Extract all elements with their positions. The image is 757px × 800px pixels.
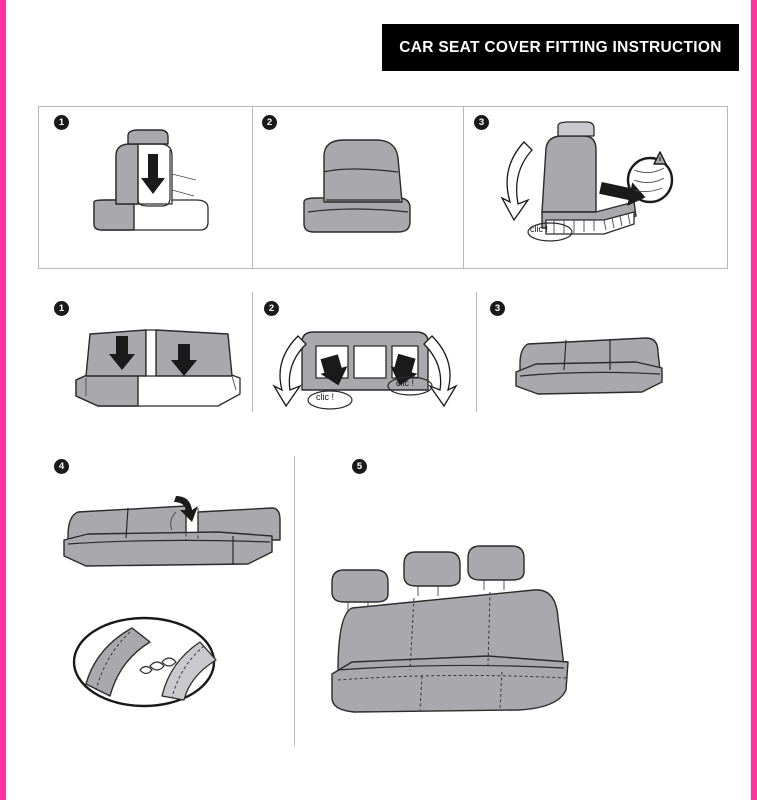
step-badge-rear-4: 4 bbox=[54, 459, 69, 474]
figure-rear-step-4-detail bbox=[66, 612, 226, 712]
figure-rear-step-5 bbox=[318, 540, 598, 730]
page-title: CAR SEAT COVER FITTING INSTRUCTION bbox=[399, 38, 722, 56]
step-badge-front-3: 3 bbox=[474, 115, 489, 130]
panel-divider-1 bbox=[252, 107, 253, 268]
panel-divider-2 bbox=[463, 107, 464, 268]
figure-rear-step-1 bbox=[68, 318, 248, 418]
clic-label-front-3: clic ! bbox=[530, 224, 548, 234]
rear-divider-2 bbox=[476, 292, 477, 412]
rear-divider-3 bbox=[294, 456, 295, 746]
step-badge-rear-3: 3 bbox=[490, 301, 505, 316]
step-badge-front-1: 1 bbox=[54, 115, 69, 130]
step-badge-front-2: 2 bbox=[262, 115, 277, 130]
figure-rear-step-3 bbox=[506, 312, 676, 402]
figure-front-step-1 bbox=[76, 130, 226, 245]
step-badge-rear-2: 2 bbox=[264, 301, 279, 316]
page-title-bar bbox=[382, 24, 739, 71]
step-badge-rear-5: 5 bbox=[352, 459, 367, 474]
clic-label-rear-2-right: clic ! bbox=[396, 378, 414, 388]
figure-rear-step-2 bbox=[268, 316, 468, 416]
figure-rear-step-4 bbox=[58, 478, 278, 588]
figure-front-step-2 bbox=[286, 132, 431, 244]
step-badge-rear-1: 1 bbox=[54, 301, 69, 316]
clic-label-rear-2-left: clic ! bbox=[316, 392, 334, 402]
figure-front-step-3 bbox=[484, 124, 669, 244]
rear-divider-1 bbox=[252, 292, 253, 412]
